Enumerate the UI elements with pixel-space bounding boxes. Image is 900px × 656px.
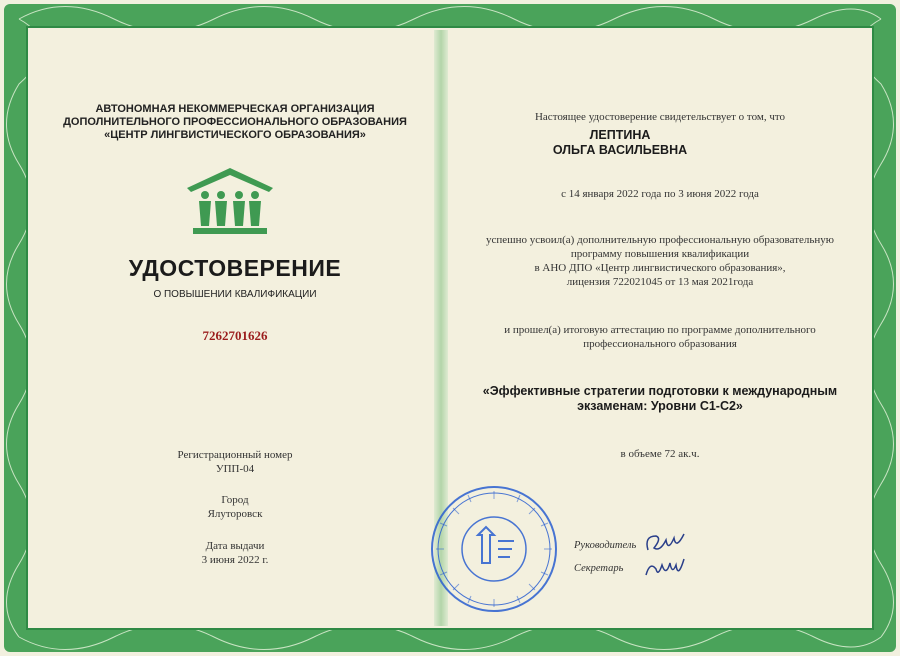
- statement-line: лицензия 722021045 от 13 мая 2021года: [566, 276, 754, 288]
- program-line: «Эффективные стратегии подготовки к международным: [482, 384, 838, 398]
- registration-label: Регистрационный номер: [177, 449, 293, 461]
- issue-date-label: Дата выдачи: [205, 540, 265, 552]
- city-block: [130, 493, 340, 521]
- course-volume: в объеме 72 ак.ч.: [620, 448, 700, 460]
- statement-line: в АНО ДПО «Центр лингвистического образования»,: [534, 262, 786, 274]
- issue-date-value: 3 июня 2022 г.: [201, 554, 269, 566]
- org-line: ДОПОЛНИТЕЛЬНОГО ПРОФЕССИОНАЛЬНОГО ОБРАЗОВАНИЯ: [63, 116, 407, 128]
- document-number: 7262701626: [202, 328, 268, 343]
- head-signature-label: Руководитель: [574, 540, 637, 551]
- holder-surname: ЛЕПТИНА: [589, 128, 651, 142]
- statement-line: профессионального образования: [583, 338, 737, 350]
- holder-given-names: ОЛЬГА ВАСИЛЬЕВНА: [552, 143, 688, 157]
- head-signature-icon: [640, 528, 690, 558]
- organization-name: [40, 103, 430, 142]
- org-line: АВТОНОМНАЯ НЕКОММЕРЧЕСКАЯ ОРГАНИЗАЦИЯ: [95, 103, 375, 115]
- registration-value: УПП-04: [215, 463, 255, 475]
- statement-line: программу повышения квалификации: [570, 248, 750, 260]
- org-line: «ЦЕНТР ЛИНГВИСТИЧЕСКОГО ОБРАЗОВАНИЯ»: [104, 129, 366, 141]
- secretary-signature-label: Секретарь: [574, 563, 624, 574]
- city-label: Город: [221, 494, 249, 506]
- holder-name: [460, 128, 780, 158]
- document-subtitle: О ПОВЫШЕНИИ КВАЛИФИКАЦИИ: [153, 289, 317, 300]
- program-line: экзаменам: Уровни С1-С2»: [577, 399, 743, 413]
- document-title: УДОСТОВЕРЕНИЕ: [128, 255, 342, 281]
- secretary-signature-icon: [640, 555, 690, 583]
- city-value: Ялуторовск: [207, 508, 263, 520]
- study-period: с 14 января 2022 года по 3 июня 2022 года: [561, 188, 759, 200]
- attestation-statement: [460, 323, 860, 351]
- program-title: [460, 384, 860, 414]
- completion-statement: [460, 233, 860, 289]
- registration-block: [130, 448, 340, 476]
- round-seal-stamp: [428, 483, 560, 615]
- issue-date-block: [130, 539, 340, 567]
- statement-line: и прошел(а) итоговую аттестацию по программе дополнительного: [504, 324, 816, 336]
- certification-intro: Настоящее удостоверение свидетельствует о том, что: [534, 111, 786, 123]
- building-logo-icon: [187, 168, 273, 236]
- statement-line: успешно усвоил(а) дополнительную профессиональную образовательную: [486, 234, 834, 246]
